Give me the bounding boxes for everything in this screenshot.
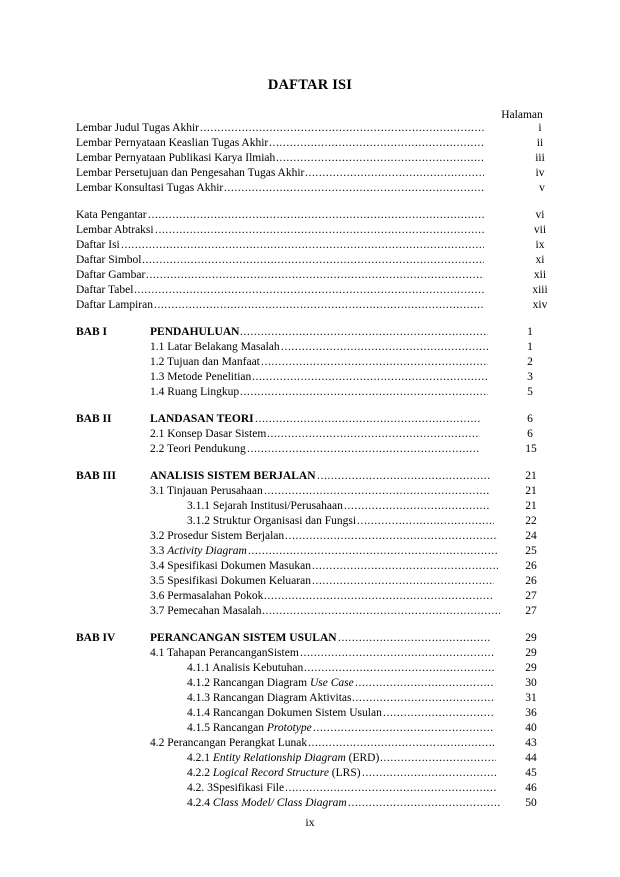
leader-dots: [264, 589, 494, 604]
page-number-footer: ix: [305, 815, 315, 829]
toc-page-number: 6: [527, 413, 533, 425]
leader-dots: [146, 268, 484, 283]
toc-page-number: 24: [525, 530, 537, 542]
toc-page-number: 1: [527, 341, 533, 353]
leader-dots: [312, 574, 494, 589]
leader-dots: [276, 151, 484, 166]
toc-page-number: 30: [525, 677, 537, 689]
toc-page-number: i: [538, 122, 542, 134]
toc-entry[interactable]: 4.2. 3Spesifikasi File .....: [187, 781, 496, 796]
leader-dots: [240, 325, 488, 340]
leader-dots: [285, 781, 496, 796]
toc-entry[interactable]: 1.3 Metode Penelitian .....: [150, 370, 488, 385]
toc-page-number: v: [539, 182, 545, 194]
leader-dots: [383, 706, 494, 721]
leader-dots: [247, 442, 480, 457]
toc-chapter-entry[interactable]: ANALISIS SISTEM BERJALAN .....: [150, 469, 490, 484]
page-title: DAFTAR ISI: [267, 77, 353, 93]
toc-page-number: 26: [525, 575, 537, 587]
toc-page-number: xi: [535, 254, 545, 266]
leader-dots: [262, 604, 500, 619]
toc-page-number: 45: [525, 767, 537, 779]
leader-dots: [121, 238, 484, 253]
toc-chapter-entry[interactable]: PENDAHULUAN .....: [150, 325, 488, 340]
leader-dots: [267, 427, 480, 442]
toc-entry[interactable]: 2.1 Konsep Dasar Sistem .....: [150, 427, 480, 442]
leader-dots: [224, 181, 484, 196]
leader-dots: [264, 484, 490, 499]
leader-dots: [355, 676, 494, 691]
toc-entry[interactable]: 3.1.2 Struktur Organisasi dan Fungsi .....: [187, 514, 494, 529]
toc-page-number: 46: [525, 782, 537, 794]
leader-dots: [348, 796, 500, 811]
leader-dots: [380, 751, 496, 766]
toc-entry[interactable]: 4.2.2 Logical Record Structure (LRS) .....: [187, 766, 496, 781]
toc-entry[interactable]: 1.1 Latar Belakang Masalah .....: [150, 340, 488, 355]
leader-dots: [300, 646, 494, 661]
leader-dots: [344, 499, 490, 514]
toc-page-number: 44: [525, 752, 537, 764]
leader-dots: [305, 166, 484, 181]
toc-entry[interactable]: Lembar Judul Tugas Akhir .....: [76, 121, 484, 136]
toc-entry[interactable]: Daftar Tabel .....: [76, 283, 484, 298]
toc-entry[interactable]: 3.2 Prosedur Sistem Berjalan .....: [150, 529, 498, 544]
toc-entry[interactable]: 3.5 Spesifikasi Dokumen Keluaran .....: [150, 574, 494, 589]
toc-entry[interactable]: Daftar Lampiran .....: [76, 298, 484, 313]
toc-page-number: 27: [525, 590, 537, 602]
toc-entry[interactable]: Daftar Isi .....: [76, 238, 484, 253]
leader-dots: [154, 298, 484, 313]
toc-page-number: xiii: [532, 284, 548, 296]
toc-entry[interactable]: 3.1.1 Sejarah Institusi/Perusahaan .....: [187, 499, 490, 514]
leader-dots: [313, 721, 494, 736]
leader-dots: [338, 631, 490, 646]
toc-page-number: 2: [527, 356, 533, 368]
toc-chapter-entry[interactable]: PERANCANGAN SISTEM USULAN .....: [150, 631, 490, 646]
toc-page-number: vii: [533, 224, 547, 236]
leader-dots: [148, 208, 484, 223]
chapter-label: BAB IV: [76, 632, 116, 644]
leader-dots: [357, 514, 494, 529]
leader-dots: [134, 283, 484, 298]
toc-entry[interactable]: Lembar Persetujuan dan Pengesahan Tugas Akhir .....: [76, 166, 484, 181]
toc-page-number: 5: [527, 386, 533, 398]
toc-entry[interactable]: Lembar Pernyataan Keaslian Tugas Akhir .....: [76, 136, 484, 151]
toc-entry[interactable]: Daftar Simbol .....: [76, 253, 484, 268]
chapter-label: BAB I: [76, 326, 107, 338]
toc-entry[interactable]: 3.3 Activity Diagram .....: [150, 544, 498, 559]
toc-page-number: 15: [525, 443, 537, 455]
toc-page-number: 40: [525, 722, 537, 734]
toc-page-number: 43: [525, 737, 537, 749]
toc-page-number: 29: [525, 647, 537, 659]
toc-page-number: 26: [525, 560, 537, 572]
toc-chapter-entry[interactable]: LANDASAN TEORI .....: [150, 412, 480, 427]
toc-page-number: 21: [525, 500, 537, 512]
toc-entry[interactable]: 3.4 Spesifikasi Dokumen Masukan .....: [150, 559, 498, 574]
toc-page-number: 27: [525, 605, 537, 617]
leader-dots: [362, 766, 496, 781]
toc-entry[interactable]: Kata Pengantar .....: [76, 208, 484, 223]
toc-entry[interactable]: 4.1 Tahapan PerancanganSistem .....: [150, 646, 494, 661]
toc-entry[interactable]: Daftar Gambar .....: [76, 268, 484, 283]
leader-dots: [352, 691, 494, 706]
leader-dots: [200, 121, 484, 136]
toc-entry[interactable]: 1.2 Tujuan dan Manfaat .....: [150, 355, 488, 370]
toc-page-number: 21: [525, 485, 537, 497]
toc-entry[interactable]: 4.2.1 Entity Relationship Diagram (ERD) .....: [187, 751, 496, 766]
toc-page-number: 21: [525, 470, 537, 482]
toc-entry[interactable]: Lembar Konsultasi Tugas Akhir .....: [76, 181, 484, 196]
toc-entry[interactable]: 4.1.3 Rancangan Diagram Aktivitas .....: [187, 691, 494, 706]
chapter-label: BAB III: [76, 470, 116, 482]
leader-dots: [142, 253, 484, 268]
leader-dots: [252, 370, 488, 385]
chapter-label: BAB II: [76, 413, 112, 425]
toc-entry[interactable]: 2.2 Teori Pendukung .....: [150, 442, 480, 457]
toc-page-number: 29: [525, 662, 537, 674]
leader-dots: [285, 529, 498, 544]
toc-entry[interactable]: 4.2.4 Class Model/ Class Diagram .....: [187, 796, 500, 811]
toc-page-number: 3: [527, 371, 533, 383]
toc-entry[interactable]: Lembar Abtraksi .....: [76, 223, 484, 238]
toc-entry[interactable]: 4.1.4 Rancangan Dokumen Sistem Usulan .....: [187, 706, 494, 721]
page-column-header: Halaman: [501, 109, 543, 121]
toc-page-number: ii: [536, 137, 544, 149]
toc-page-number: iv: [535, 167, 545, 179]
toc-entry[interactable]: 4.1.1 Analisis Kebutuhan .....: [187, 661, 494, 676]
toc-page-number: 1: [527, 326, 533, 338]
toc-entry[interactable]: 3.6 Permasalahan Pokok .....: [150, 589, 494, 604]
leader-dots: [269, 136, 484, 151]
toc-page-number: 29: [525, 632, 537, 644]
leader-dots: [248, 544, 498, 559]
toc-page-number: 31: [525, 692, 537, 704]
toc-page-number: 25: [525, 545, 537, 557]
toc-entry[interactable]: 3.1 Tinjauan Perusahaan .....: [150, 484, 490, 499]
leader-dots: [304, 661, 494, 676]
leader-dots: [261, 355, 488, 370]
toc-page-number: iii: [535, 152, 545, 164]
toc-page-number: 22: [525, 515, 537, 527]
leader-dots: [317, 469, 490, 484]
toc-page-number: xiv: [532, 299, 548, 311]
toc-page-number: xii: [533, 269, 547, 281]
toc-page-number: 36: [525, 707, 537, 719]
toc-entry[interactable]: 4.1.5 Rancangan Prototype .....: [187, 721, 494, 736]
leader-dots: [155, 223, 484, 238]
toc-entry[interactable]: 4.2 Perancangan Perangkat Lunak .....: [150, 736, 494, 751]
toc-page-number: 6: [527, 428, 533, 440]
leader-dots: [240, 385, 488, 400]
toc-entry[interactable]: 3.7 Pemecahan Masalah .....: [150, 604, 500, 619]
toc-entry[interactable]: 1.4 Ruang Lingkup .....: [150, 385, 488, 400]
leader-dots: [255, 412, 480, 427]
toc-page-number: ix: [535, 239, 545, 251]
leader-dots: [308, 736, 494, 751]
toc-entry[interactable]: Lembar Pernyataan Publikasi Karya Ilmiah .....: [76, 151, 484, 166]
toc-page-number: vi: [535, 209, 545, 221]
leader-dots: [281, 340, 488, 355]
leader-dots: [312, 559, 498, 574]
toc-page-number: 50: [525, 797, 537, 809]
toc-entry[interactable]: 4.1.2 Rancangan Diagram Use Case .....: [187, 676, 494, 691]
